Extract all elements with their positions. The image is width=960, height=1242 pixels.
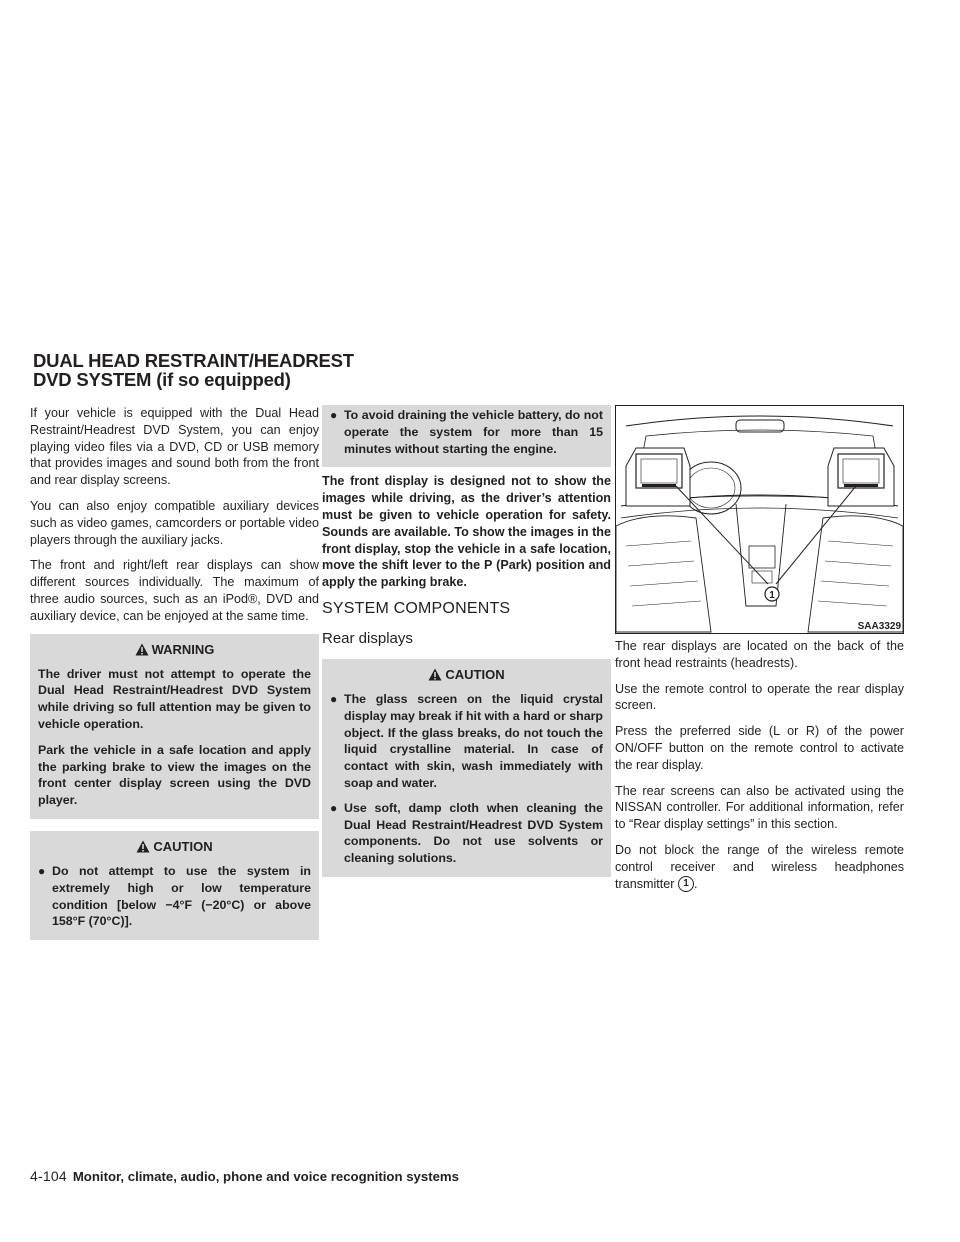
caution-box-2 xyxy=(322,659,611,877)
rear-displays-heading: Rear displays xyxy=(322,629,413,647)
vehicle-interior-illustration xyxy=(616,406,903,633)
rear-paragraph-1: The rear displays are located on the back of the front head restraints (headrests). xyxy=(615,639,904,670)
warning-title-text: WARNING xyxy=(151,641,215,657)
intro-paragraph-3: The front and right/left rear displays can show different sources individually. The maximum of three audio sources, such as an iPod®, DVD and auxiliary device, can be enjoyed at the same time. xyxy=(30,558,319,623)
column-3 xyxy=(615,405,904,901)
chapter-title: Monitor, climate, audio, phone and voice recognition systems xyxy=(72,1169,459,1184)
caution-title-text: CAUTION xyxy=(445,666,505,682)
section-title xyxy=(33,351,453,389)
warning-triangle-icon xyxy=(135,643,149,656)
caution-title xyxy=(330,667,603,682)
rear-displays-figure xyxy=(615,405,904,634)
page-number: 4-104 xyxy=(30,1168,67,1184)
rear-paragraph-5-text: Do not block the range of the wireless remote control receiver and wireless headphones transmitter xyxy=(615,842,904,891)
caution-bullet-text: Use soft, damp cloth when cleaning the Dual Head Restraint/Headrest DVD System components. Do not use solvents or cleaning solutions. xyxy=(344,800,603,866)
bullet-dot-icon: ● xyxy=(330,691,338,706)
warning-paragraph-2: Park the vehicle in a safe location and apply the parking brake to view the images on the front center display screen using the DVD player. xyxy=(38,742,311,808)
rear-paragraph-4: The rear screens can also be activated using the NISSAN controller. For additional information, refer to “Rear display settings” in this section. xyxy=(615,783,904,832)
page-footer xyxy=(30,1168,459,1184)
column-1 xyxy=(30,405,319,952)
warning-box xyxy=(30,634,319,819)
caution-box-1 xyxy=(30,831,319,940)
caution-bullet xyxy=(330,691,603,792)
front-display-paragraph: The front display is designed not to show the images while driving, as the driver’s attention must be given to vehicle operation for safety. Sounds are available. To show the images in the front display, stop the vehicle in a safe location, move the shift lever to the P (Park) position and apply the parking brake. xyxy=(322,474,611,590)
caution-bullet-text: To avoid draining the vehicle battery, do not operate the system for more than 15 minutes without starting the engine. xyxy=(344,408,603,456)
rear-paragraph-5-end: . xyxy=(693,876,698,891)
figure-code: SAA3329 xyxy=(857,621,901,632)
bullet-dot-icon: ● xyxy=(330,408,338,422)
caution-bullet xyxy=(330,407,603,457)
bullet-dot-icon: ● xyxy=(330,800,338,815)
caution-bullet xyxy=(330,800,603,867)
caution-bullet xyxy=(38,863,311,930)
rear-paragraph-5 xyxy=(615,842,904,892)
intro-paragraph-1: If your vehicle is equipped with the Dual Head Restraint/Headrest DVD System, you can enjoy playing video files via a DVD, CD or USB memory that provides images and sound both from the front and rear display screens. xyxy=(30,406,319,488)
system-components-heading: SYSTEM COMPONENTS xyxy=(322,599,511,617)
rear-paragraph-3: Press the preferred side (L or R) of the power ON/OFF button on the remote control to activate the rear display. xyxy=(615,724,904,772)
section-title-line2: DVD SYSTEM (if so equipped) xyxy=(33,369,291,390)
warning-title xyxy=(38,642,311,657)
caution-triangle-icon xyxy=(136,840,150,853)
warning-paragraph-1: The driver must not attempt to operate the Dual Head Restraint/Headrest DVD System while driving so full attention may be given to vehicle operation. xyxy=(38,666,311,731)
section-title-line1: DUAL HEAD RESTRAINT/HEADREST xyxy=(33,350,354,371)
callout-circle-icon: 1 xyxy=(678,876,694,892)
caution-title-text: CAUTION xyxy=(153,838,213,854)
intro-paragraph-2: You can also enjoy compatible auxiliary devices such as video games, camcorders or portable video players through the auxiliary jacks. xyxy=(30,498,319,547)
column-2 xyxy=(322,405,611,889)
caution-bullet-text: Do not attempt to use the system in extremely high or low temperature condition [below −4°F (−20°C) or above 158°F (70°C)]. xyxy=(52,863,311,929)
bullet-dot-icon: ● xyxy=(38,863,46,878)
caution-bullet-text: The glass screen on the liquid crystal display may break if hit with a hard or sharp object. If the glass breaks, do not touch the liquid crystalline material. In case of contact with skin, wash immediately with soap and water. xyxy=(344,691,603,790)
caution-triangle-icon xyxy=(428,668,442,681)
caution-title xyxy=(38,839,311,854)
rear-paragraph-2: Use the remote control to operate the rear display screen. xyxy=(615,681,904,713)
figure-callout-number: 1 xyxy=(769,590,775,601)
caution-box-continued xyxy=(322,405,611,467)
